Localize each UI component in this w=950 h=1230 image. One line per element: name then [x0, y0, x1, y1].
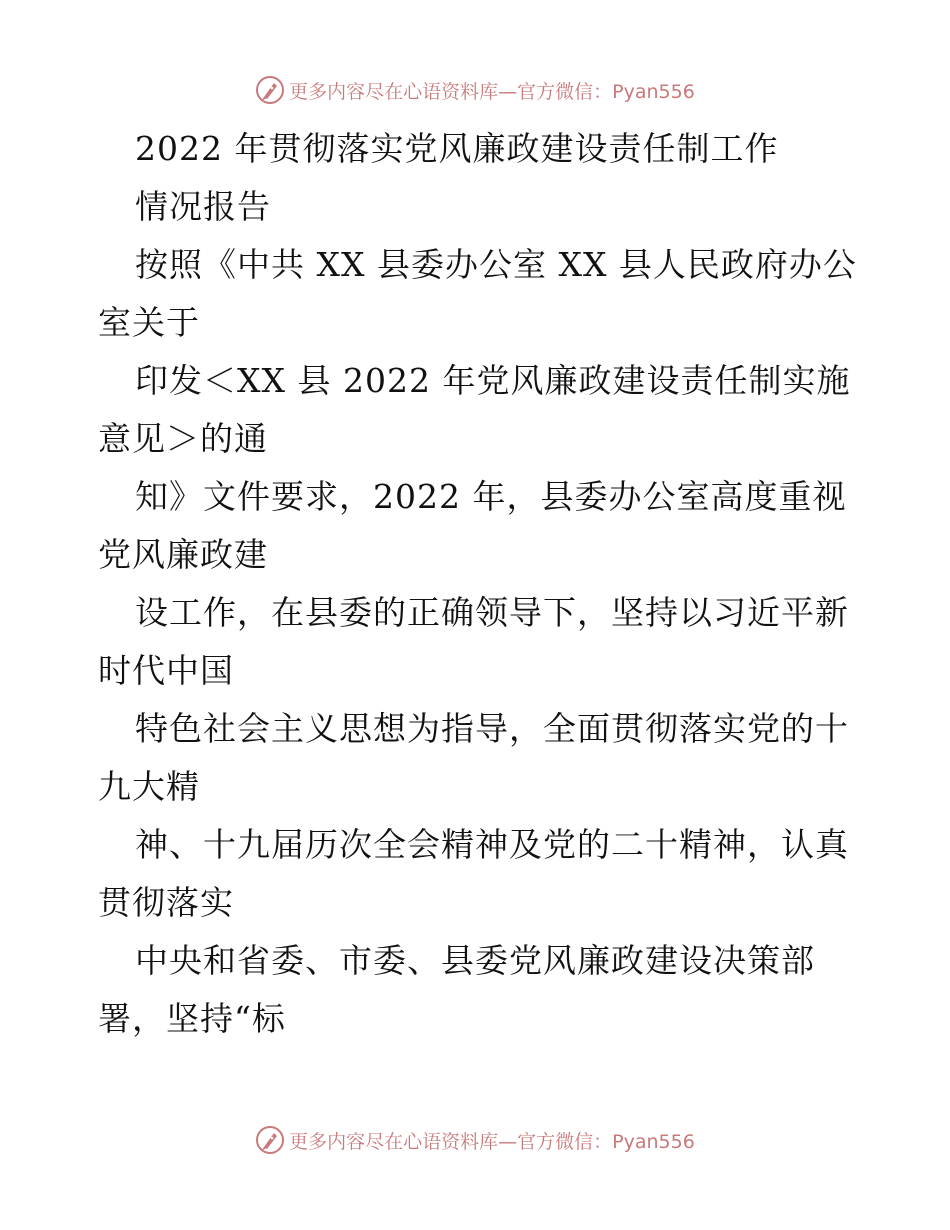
- document-body: [98, 120, 858, 1048]
- text-line: 署，坚持“标: [98, 999, 286, 1038]
- text-line: 意见＞的通: [98, 419, 268, 458]
- pen-nib-logo-icon: [255, 75, 285, 105]
- text-line: 时代中国: [98, 651, 234, 690]
- text-line: 中央和省委、市委、县委党风廉政建设决策部: [135, 941, 815, 980]
- watermark-text: 更多内容尽在心语资料库—官方微信：Pyan556: [289, 1130, 695, 1153]
- text-line: 室关于: [98, 303, 200, 342]
- watermark-text: 更多内容尽在心语资料库—官方微信：Pyan556: [289, 80, 695, 103]
- text-line: 神、十九届历次全会精神及党的二十精神，认真: [135, 825, 849, 864]
- text-line: 印发＜XX 县 2022 年党风廉政建设责任制实施: [135, 361, 851, 400]
- pen-nib-logo-icon: [255, 1125, 285, 1155]
- text-line: 九大精: [98, 767, 200, 806]
- text-line: 设工作，在县委的正确领导下，坚持以习近平新: [135, 593, 849, 632]
- text-line: 特色社会主义思想为指导，全面贯彻落实党的十: [135, 709, 849, 748]
- text-line: 按照《中共 XX 县委办公室 XX 县人民政府办公: [135, 245, 857, 284]
- header-watermark: [0, 70, 950, 110]
- text-line: 2022 年贯彻落实党风廉政建设责任制工作: [135, 129, 779, 168]
- footer-watermark: [0, 1120, 950, 1160]
- text-line: 知》文件要求，2022 年，县委办公室高度重视: [135, 477, 847, 516]
- text-line: 党风廉政建: [98, 535, 268, 574]
- text-line: 情况报告: [135, 187, 271, 226]
- text-line: 贯彻落实: [98, 883, 234, 922]
